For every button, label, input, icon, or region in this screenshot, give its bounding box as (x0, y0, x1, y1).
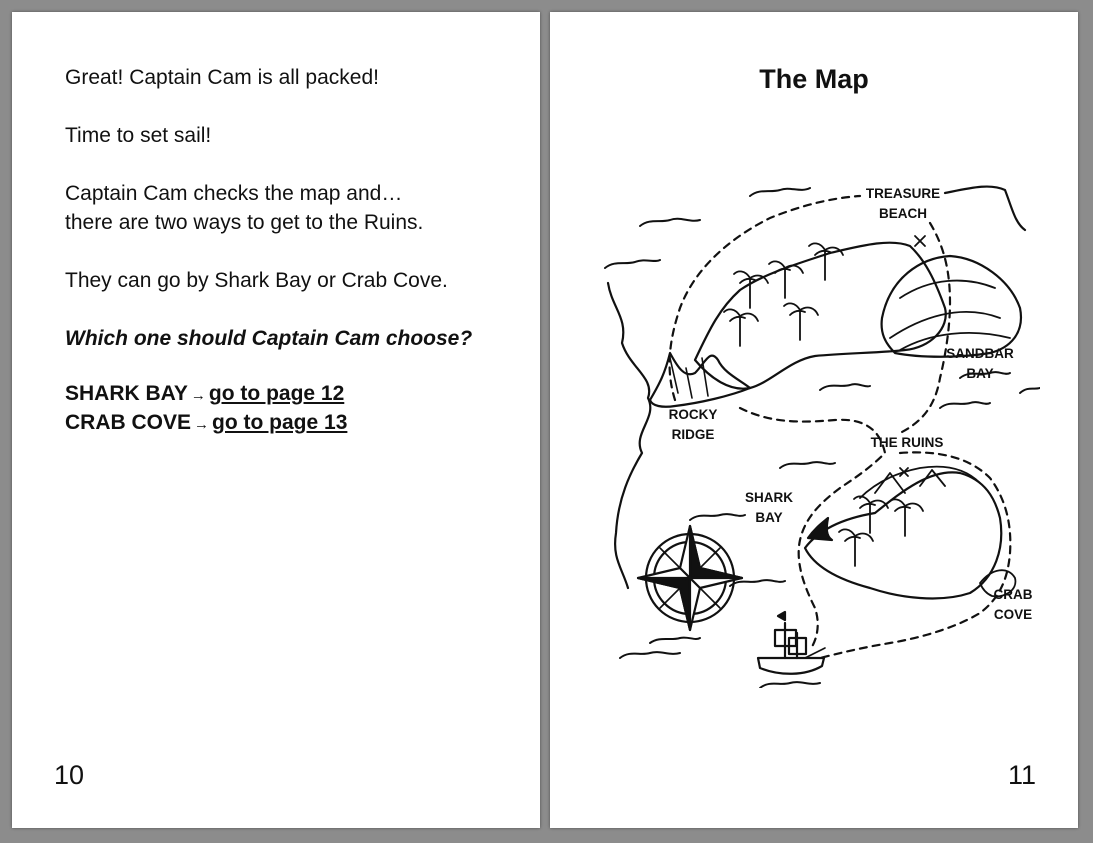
label-rocky-ridge: ROCKY (668, 407, 718, 422)
story-line-1: Great! Captain Cam is all packed! (65, 66, 379, 89)
page-number-left: 10 (54, 760, 85, 790)
mainland-coast (608, 283, 650, 588)
arrow-icon: → (190, 387, 206, 404)
story-line-5: They can go by Shark Bay or Crab Cove. (65, 269, 448, 292)
story-line-4: there are two ways to get to the Ruins. (65, 211, 424, 234)
story-line-3: Captain Cam checks the map and… (65, 182, 403, 205)
arrow-icon: → (194, 416, 210, 433)
choice-question: Which one should Captain Cam choose? (65, 327, 473, 350)
choice-option-label: CRAB COVE (65, 411, 192, 434)
label-shark-bay: SHARK (744, 490, 794, 505)
sandbar-mountain (882, 256, 1021, 357)
go-to-page-13-link[interactable]: go to page 13 (212, 411, 348, 434)
label-sandbar-bay: BAY (966, 366, 994, 381)
choice-option-label: SHARK BAY (65, 382, 188, 405)
left-page (12, 12, 540, 828)
go-to-page-12-link[interactable]: go to page 12 (208, 382, 345, 405)
label-rocky-ridge: RIDGE (671, 427, 715, 442)
label-the-ruins: THE RUINS (870, 435, 944, 450)
treasure-map (600, 168, 1040, 688)
label-crab-cove: CRAB (993, 587, 1033, 602)
label-treasure-beach: BEACH (878, 206, 928, 221)
palm-trees (724, 243, 923, 566)
label-crab-cove: COVE (993, 607, 1033, 622)
story-line-2: Time to set sail! (65, 124, 212, 147)
choice-crab-cove (65, 411, 347, 435)
label-shark-bay: BAY (755, 510, 783, 525)
map-title: The Map (759, 64, 869, 94)
label-sandbar-bay: SANDBAR (946, 346, 1014, 361)
northern-island-outline (695, 243, 946, 389)
label-treasure-beach: TREASURE (865, 186, 941, 201)
rocky-ridge-outline (650, 353, 750, 407)
page-number-right: 11 (1008, 760, 1037, 790)
choice-shark-bay (65, 382, 344, 406)
right-page (550, 12, 1078, 828)
compass-rose-icon (638, 526, 742, 630)
route-shark-bay (740, 408, 885, 650)
